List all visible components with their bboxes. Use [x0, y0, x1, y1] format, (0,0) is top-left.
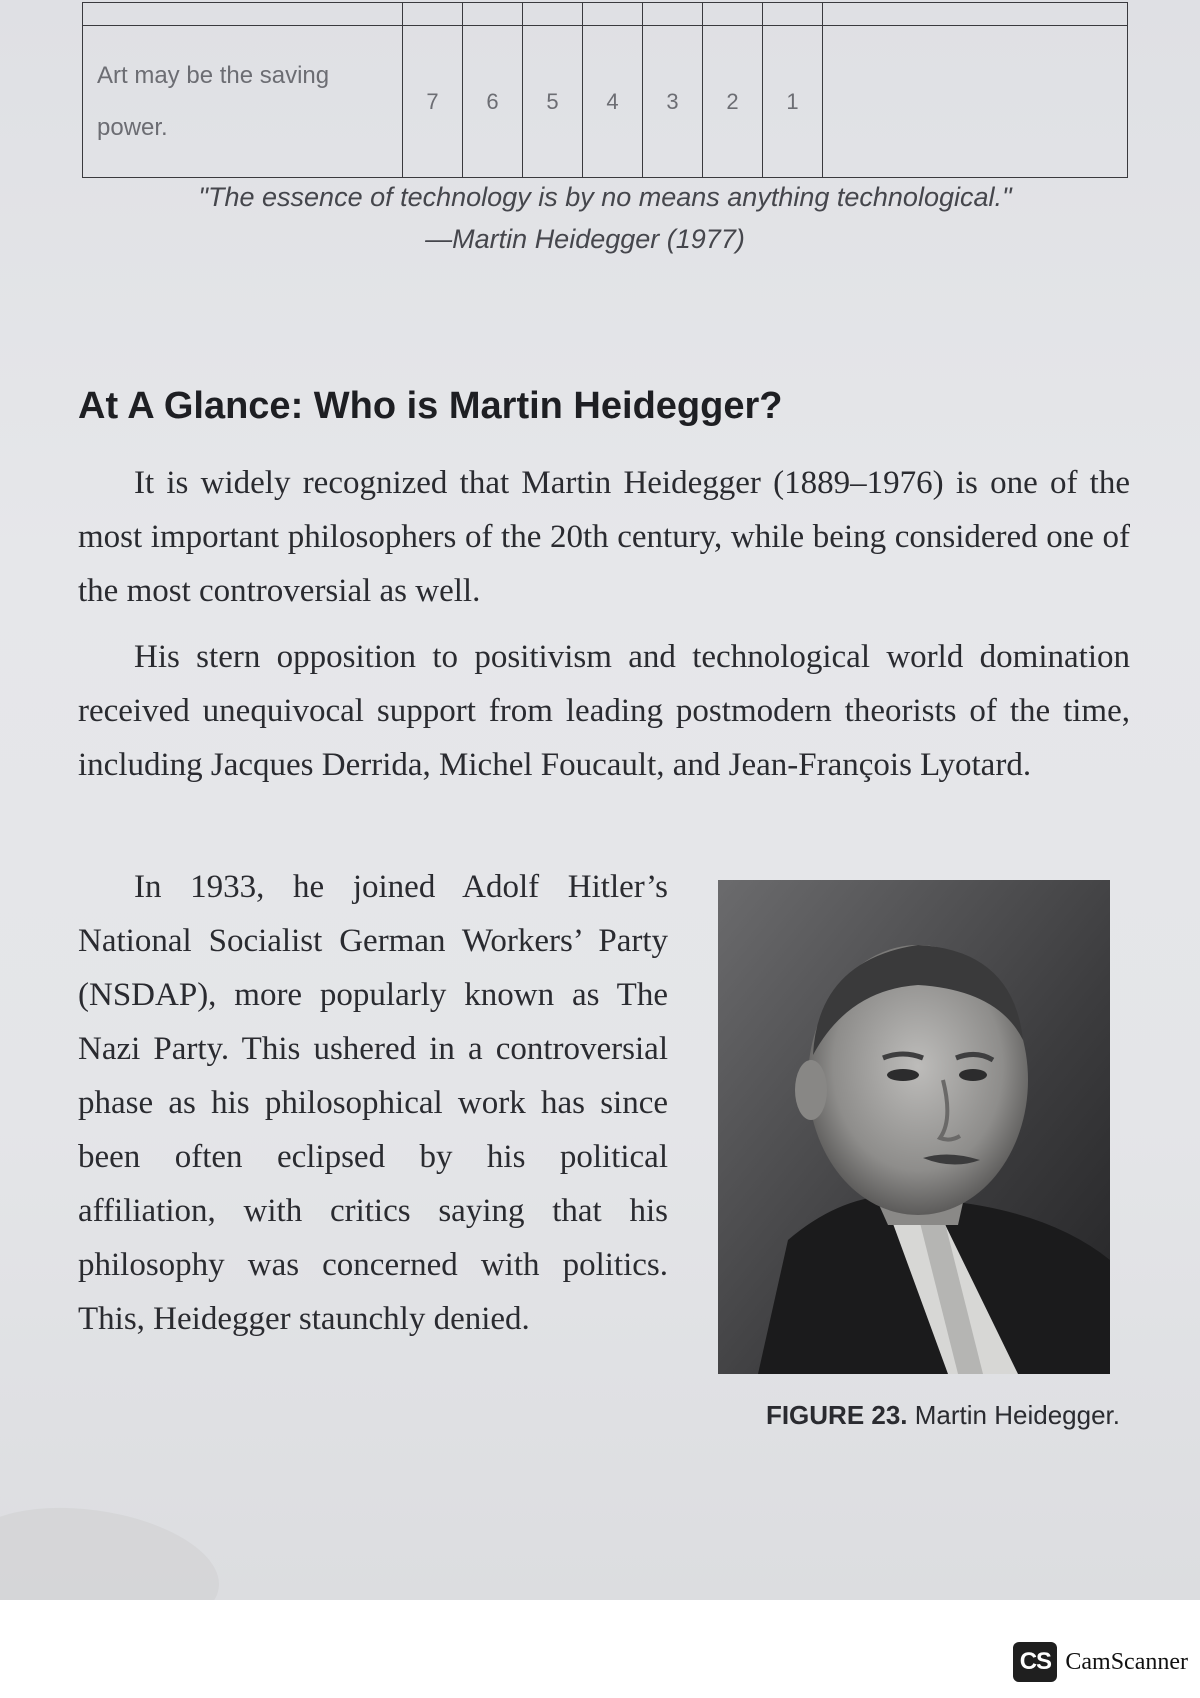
statement-cell: Art may be the saving power.	[83, 26, 403, 178]
quote-attribution: —Martin Heidegger (1977)	[425, 224, 745, 254]
quote-text: "The essence of technology is by no means anything technological."	[198, 182, 1012, 212]
camscanner-logo-icon: CS	[1013, 1642, 1057, 1682]
rating-cell-6: 6	[463, 26, 523, 178]
rating-cell-7: 7	[403, 26, 463, 178]
rating-cell-4: 4	[583, 26, 643, 178]
rating-cell-1: 1	[763, 26, 823, 178]
paragraph-1	[78, 456, 1130, 618]
paragraph-3-text: In 1933, he joined Adolf Hitler’s National Socialist German Workers’ Party (NSDAP), more popularly known as The Nazi Party. This ushered in a controversial phase as his philosophical work has since been often eclipsed by his political affiliation, with critics saying that his philosophy was concerned with politics. This, Heidegger staunchly denied.	[78, 869, 668, 1337]
figure-label: FIGURE 23.	[765, 1400, 908, 1430]
rating-cell-3: 3	[643, 26, 703, 178]
rating-cell-2: 2	[703, 26, 763, 178]
portrait-illustration	[718, 880, 1110, 1374]
empty-cell	[823, 26, 1128, 178]
page-curl-shadow	[0, 1492, 227, 1600]
rating-table	[82, 2, 1128, 178]
portrait-photo	[718, 880, 1110, 1374]
camscanner-text: CamScanner	[1065, 1648, 1188, 1675]
table-row	[83, 26, 1128, 178]
figure-caption-text: Martin Heidegger.	[914, 1400, 1120, 1430]
paragraph-2	[78, 630, 1130, 792]
camscanner-watermark	[1013, 1642, 1188, 1682]
rating-cell-5: 5	[523, 26, 583, 178]
paragraph-3	[78, 860, 668, 1346]
paragraph-1-text: It is widely recognized that Martin Heidegger (1889–1976) is one of the most important philosophers of the 20th century, while being considered one of the most controversial as well.	[78, 465, 1130, 609]
section-title: At A Glance: Who is Martin Heidegger?	[78, 385, 783, 427]
figure-caption	[700, 1400, 1120, 1431]
paragraph-2-text: His stern opposition to positivism and technological world domination received unequivocal support from leading postmodern theorists of the time, including Jacques Derrida, Michel Foucault, and Jean-François Lyotard.	[78, 639, 1130, 783]
table-row	[83, 3, 1128, 26]
